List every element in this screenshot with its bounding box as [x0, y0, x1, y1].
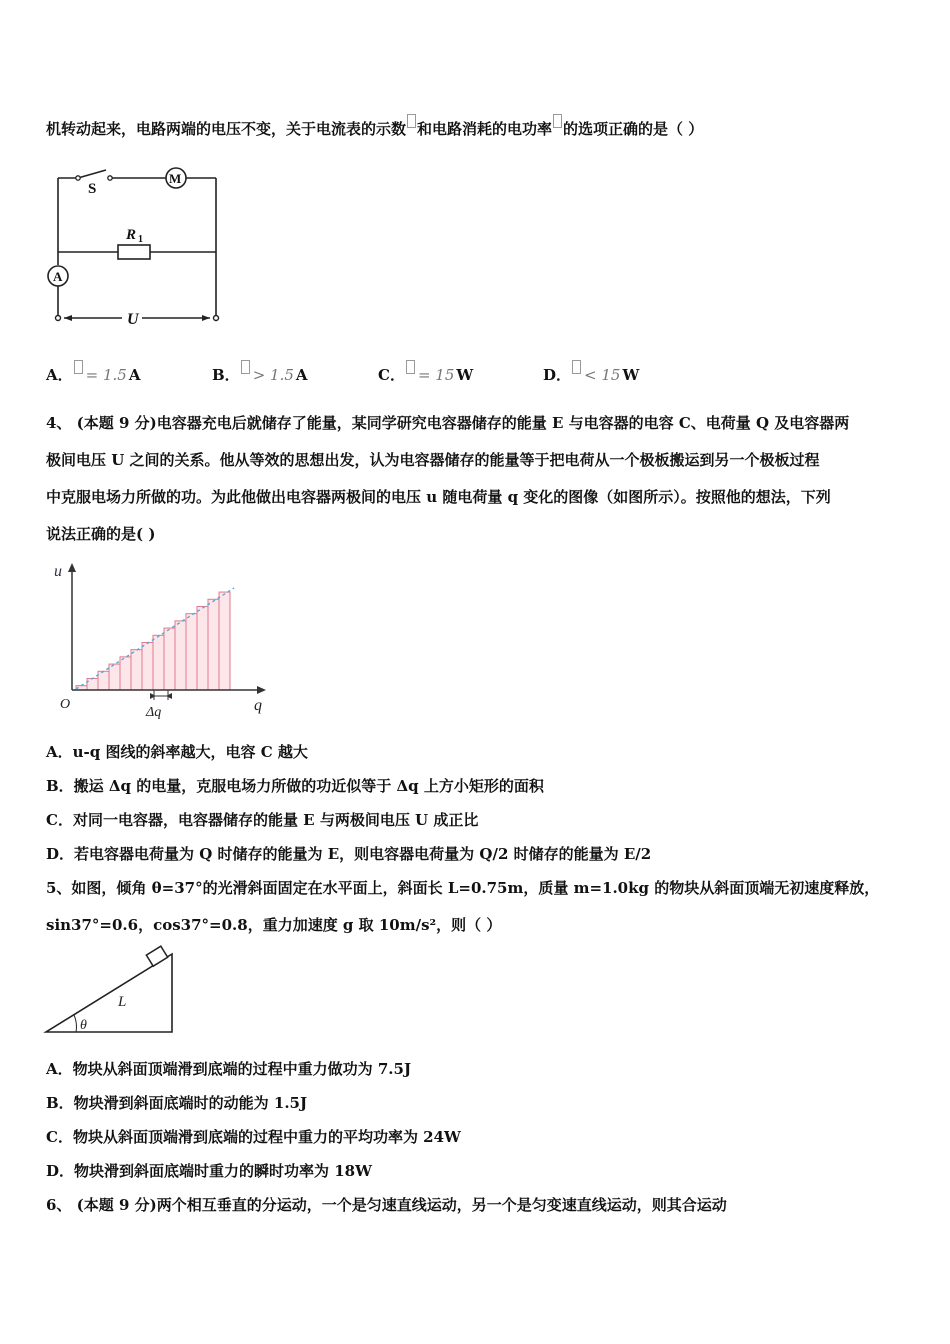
- q5-option-b[interactable]: B．物块滑到斜面底端时的动能为 1.5J: [46, 1094, 308, 1112]
- resistor-label: R: [126, 227, 137, 243]
- resistor-subscript: 1: [138, 234, 143, 245]
- q3-option-d[interactable]: D． < 15 W: [543, 360, 639, 385]
- q4-stem-line-3: 中克服电场力所做的功。为此他做出电容器两极间的电压 u 随电荷量 q 变化的图像（如图所示）。按照他的想法，下列: [46, 488, 831, 506]
- ammeter-label: A: [53, 269, 63, 284]
- delta-q-label: Δq: [146, 705, 162, 720]
- charge-step-bar: [186, 614, 197, 690]
- q5-stem-line-2: sin37°=0.6，cos37°=0.8，重力加速度 g 取 10m/s²，则（ ）: [46, 916, 502, 934]
- incline-diagram: [44, 948, 184, 1038]
- u-axis-label: u: [54, 563, 62, 580]
- charge-step-bar: [109, 664, 120, 690]
- charge-step-bar: [98, 671, 109, 690]
- q4-stem-line-4: 说法正确的是( ): [46, 525, 156, 543]
- charge-step-bar: [208, 599, 219, 690]
- missing-symbol-box: [407, 114, 416, 128]
- q5-option-d[interactable]: D．物块滑到斜面底端时重力的瞬时功率为 18W: [46, 1162, 372, 1180]
- q4-option-d[interactable]: D．若电容器电荷量为 Q 时储存的能量为 E，则电容器电荷量为 Q/2 时储存的能量为 E/2: [46, 845, 652, 863]
- charge-step-bar: [131, 650, 142, 690]
- q-axis-label: q: [254, 697, 262, 714]
- q4-option-c[interactable]: C．对同一电容器，电容器储存的能量 E 与两极间电压 U 成正比: [46, 811, 479, 829]
- charge-step-bar: [87, 678, 98, 690]
- charge-step-bar: [153, 635, 164, 690]
- q6-stem-line-1: 6、 (本题 9 分)两个相互垂直的分运动，一个是匀速直线运动，另一个是匀变速直线运动，则其合运动: [46, 1196, 727, 1214]
- charge-step-bar: [197, 606, 208, 690]
- q5-option-c[interactable]: C．物块从斜面顶端滑到底端的过程中重力的平均功率为 24W: [46, 1128, 461, 1146]
- charge-step-bar: [175, 621, 186, 690]
- charge-step-bar: [164, 628, 175, 690]
- q4-option-b[interactable]: B．搬运 Δq 的电量，克服电场力所做的功近似等于 Δq 上方小矩形的面积: [46, 777, 544, 795]
- q4-option-a[interactable]: A．u-q 图线的斜率越大，电容 C 越大: [46, 743, 308, 761]
- q5-option-a[interactable]: A．物块从斜面顶端滑到底端的过程中重力做功为 7.5J: [46, 1060, 412, 1078]
- charge-step-bar: [120, 657, 131, 690]
- charge-step-bar: [219, 592, 230, 690]
- missing-symbol-box: [553, 114, 562, 128]
- q3-option-a[interactable]: A． = 1.5 A: [46, 360, 140, 385]
- origin-label: O: [60, 697, 71, 712]
- missing-symbol-box: [241, 360, 250, 374]
- angle-label: θ: [80, 1018, 87, 1033]
- length-label: L: [118, 994, 127, 1010]
- switch-label: S: [88, 181, 97, 197]
- q5-stem-line-1: 5、如图，倾角 θ=37°的光滑斜面固定在水平面上，斜面长 L=0.75m，质量 m=1.0kg 的物块从斜面顶端无初速度释放，: [46, 879, 880, 897]
- missing-symbol-box: [74, 360, 83, 374]
- q4-stem-line-1: 4、 (本题 9 分)电容器充电后就储存了能量，某同学研究电容器储存的能量 E 与电容器的电容 C、电荷量 Q 及电容器两: [46, 414, 850, 432]
- charge-step-bar: [142, 642, 153, 690]
- missing-symbol-box: [572, 360, 581, 374]
- q3-option-b[interactable]: B． > 1.5 A: [212, 360, 308, 385]
- motor-label: M: [169, 171, 182, 186]
- charge-step-bars: [76, 592, 230, 690]
- q3-option-c[interactable]: C． = 15 W: [378, 360, 473, 385]
- q3-stem: 机转动起来，电路两端的电压不变，关于电流表的示数 和电路消耗的电功率 的选项正确的是（ ）: [46, 114, 906, 139]
- q4-stem-line-2: 极间电压 U 之间的关系。他从等效的思想出发，认为电容器储存的能量等于把电荷从一个极板搬运到另一个极板过程: [46, 451, 820, 469]
- circuit-diagram: [44, 160, 224, 330]
- voltage-label: U: [127, 311, 139, 328]
- missing-symbol-box: [406, 360, 415, 374]
- u-q-graph: [50, 558, 280, 723]
